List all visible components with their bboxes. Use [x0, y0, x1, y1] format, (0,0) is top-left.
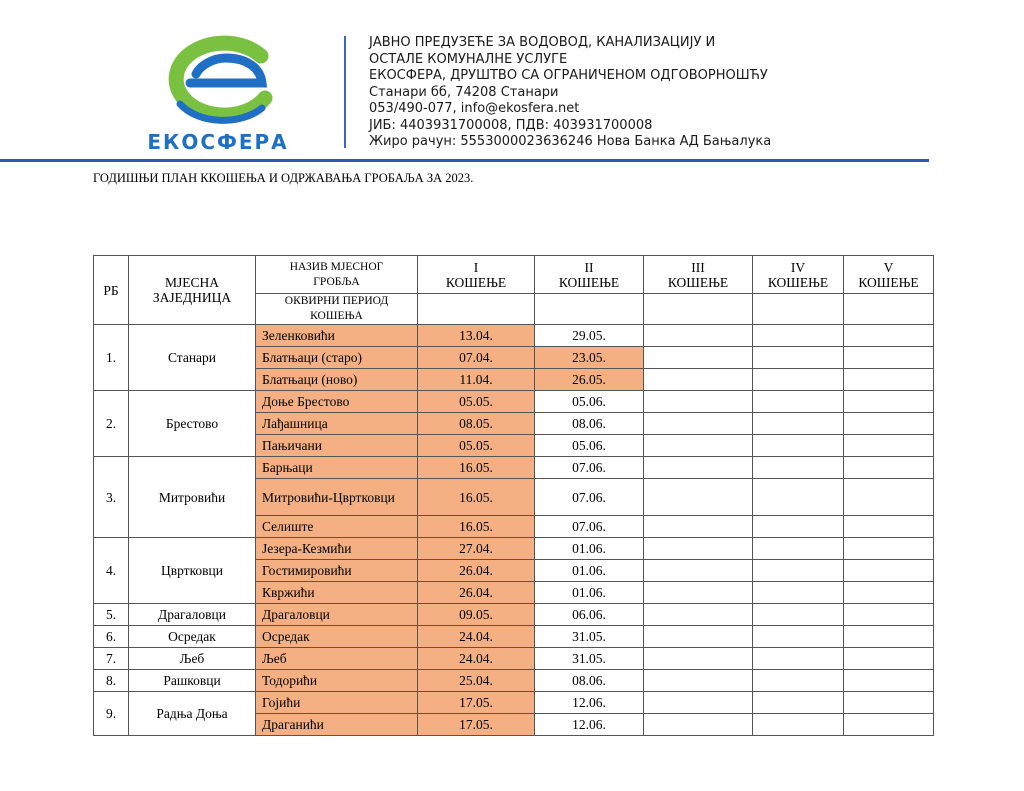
table-row	[94, 692, 934, 714]
header-period: ОКВИРНИ ПЕРИОД КОШЕЊА	[256, 294, 418, 325]
mowing-2-date: 08.06.	[535, 670, 644, 692]
empty-cell	[644, 347, 753, 369]
empty-cell	[844, 479, 934, 516]
empty-cell	[753, 479, 844, 516]
mowing-2-date: 31.05.	[535, 626, 644, 648]
empty-cell	[644, 457, 753, 479]
mowing-1-date: 17.05.	[418, 692, 535, 714]
empty-cell	[844, 626, 934, 648]
empty-cell	[844, 413, 934, 435]
mowing-1-date: 09.05.	[418, 604, 535, 626]
local-community: Осредак	[129, 626, 256, 648]
company-logo	[118, 34, 318, 159]
empty-cell	[753, 413, 844, 435]
empty-cell	[644, 560, 753, 582]
empty-cell	[753, 626, 844, 648]
company-contact: 053/490-077, info@ekosfera.net	[369, 101, 580, 116]
empty-cell	[644, 648, 753, 670]
empty-cell	[644, 413, 753, 435]
row-number: 9.	[94, 692, 129, 736]
mowing-2-date: 05.06.	[535, 391, 644, 413]
empty-cell	[844, 369, 934, 391]
empty-cell	[753, 347, 844, 369]
mowing-1-date: 16.05.	[418, 516, 535, 538]
empty-cell	[644, 670, 753, 692]
empty-cell	[844, 560, 934, 582]
company-ids: ЈИБ: 4403931700008, ПДВ: 403931700008	[369, 117, 653, 133]
header-mowing-4: IV КОШЕЊЕ	[753, 256, 844, 294]
company-bank: Жиро рачун: 5553000023636246 Нова Банка АД Бањалука	[369, 134, 772, 149]
table-row	[94, 670, 934, 692]
header-mowing-5: V КОШЕЊЕ	[844, 256, 934, 294]
row-number: 1.	[94, 325, 129, 391]
cemetery-name: Блатњаци (старо)	[256, 347, 418, 369]
cemetery-name: Пањичани	[256, 435, 418, 457]
empty-cell	[844, 435, 934, 457]
mowing-1-date: 24.04.	[418, 648, 535, 670]
mowing-2-date: 12.06.	[535, 692, 644, 714]
header-empty-cell	[753, 294, 844, 325]
empty-cell	[644, 391, 753, 413]
cemetery-name: Језера-Кезмићи	[256, 538, 418, 560]
mowing-1-date: 05.05.	[418, 435, 535, 457]
cemetery-name: Драганићи	[256, 714, 418, 736]
empty-cell	[844, 714, 934, 736]
header-vertical-divider	[344, 36, 346, 148]
cemetery-name: Љеб	[256, 648, 418, 670]
empty-cell	[753, 457, 844, 479]
row-number: 6.	[94, 626, 129, 648]
mowing-2-date: 07.06.	[535, 479, 644, 516]
empty-cell	[753, 582, 844, 604]
company-address: Станари бб, 74208 Станари	[369, 84, 559, 100]
company-name-line-1: ЈАВНО ПРЕДУЗЕЋЕ ЗА ВОДОВОД, КАНАЛИЗАЦИЈУ И	[369, 35, 716, 50]
mowing-1-date: 07.04.	[418, 347, 535, 369]
mowing-2-date: 23.05.	[535, 347, 644, 369]
mowing-1-date: 17.05.	[418, 714, 535, 736]
mowing-1-date: 26.04.	[418, 582, 535, 604]
company-info	[369, 35, 989, 151]
mowing-plan-table	[93, 255, 934, 736]
cemetery-name: Квржићи	[256, 582, 418, 604]
local-community: Радња Доња	[129, 692, 256, 736]
cemetery-name: Барњаци	[256, 457, 418, 479]
mowing-1-date: 11.04.	[418, 369, 535, 391]
mowing-2-date: 08.06.	[535, 413, 644, 435]
header-cemetery-name: НАЗИВ МЈЕСНОГ ГРОБЉА	[256, 256, 418, 294]
empty-cell	[644, 435, 753, 457]
mowing-2-date: 01.06.	[535, 560, 644, 582]
empty-cell	[753, 369, 844, 391]
cemetery-name: Зеленковићи	[256, 325, 418, 347]
mowing-1-date: 16.05.	[418, 457, 535, 479]
empty-cell	[753, 648, 844, 670]
company-name-line-3: ЕКОСФЕРА, ДРУШТВО СА ОГРАНИЧЕНОМ ОДГОВОРНОШЋУ	[369, 68, 768, 83]
row-number: 7.	[94, 648, 129, 670]
mowing-1-date: 13.04.	[418, 325, 535, 347]
empty-cell	[644, 538, 753, 560]
table-row	[94, 626, 934, 648]
cemetery-name: Доње Брестово	[256, 391, 418, 413]
empty-cell	[844, 516, 934, 538]
cemetery-name: Блатњаци (ново)	[256, 369, 418, 391]
cemetery-name: Осредак	[256, 626, 418, 648]
header-row-1	[94, 256, 934, 294]
mowing-1-date: 26.04.	[418, 560, 535, 582]
mowing-2-date: 29.05.	[535, 325, 644, 347]
empty-cell	[753, 516, 844, 538]
local-community: Љеб	[129, 648, 256, 670]
cemetery-name: Митровићи-Цвртковци	[256, 479, 418, 516]
empty-cell	[844, 582, 934, 604]
cemetery-name: Гостимировићи	[256, 560, 418, 582]
row-number: 8.	[94, 670, 129, 692]
header-divider	[0, 159, 929, 162]
plan-body	[94, 325, 934, 736]
header-rb: РБ	[94, 256, 129, 325]
header-empty-cell	[418, 294, 535, 325]
mowing-2-date: 01.06.	[535, 538, 644, 560]
table-row	[94, 604, 934, 626]
table-row	[94, 648, 934, 670]
mowing-1-date: 05.05.	[418, 391, 535, 413]
empty-cell	[753, 714, 844, 736]
empty-cell	[844, 604, 934, 626]
header-empty-cell	[644, 294, 753, 325]
local-community: Рашковци	[129, 670, 256, 692]
empty-cell	[753, 692, 844, 714]
table-row	[94, 538, 934, 560]
mowing-1-date: 24.04.	[418, 626, 535, 648]
local-community: Цвртковци	[129, 538, 256, 604]
row-number: 3.	[94, 457, 129, 538]
cemetery-name: Селиште	[256, 516, 418, 538]
empty-cell	[753, 391, 844, 413]
empty-cell	[753, 560, 844, 582]
local-community: Брестово	[129, 391, 256, 457]
empty-cell	[844, 538, 934, 560]
mowing-2-date: 26.05.	[535, 369, 644, 391]
empty-cell	[644, 582, 753, 604]
table-row	[94, 325, 934, 347]
header-mowing-3: III КОШЕЊЕ	[644, 256, 753, 294]
mowing-1-date: 27.04.	[418, 538, 535, 560]
empty-cell	[844, 347, 934, 369]
table-row	[94, 391, 934, 413]
empty-cell	[644, 626, 753, 648]
mowing-2-date: 07.06.	[535, 457, 644, 479]
header-mowing-2: II КОШЕЊЕ	[535, 256, 644, 294]
empty-cell	[644, 714, 753, 736]
cemetery-name: Тодорићи	[256, 670, 418, 692]
empty-cell	[753, 604, 844, 626]
header-mz: МЈЕСНА ЗАЈЕДНИЦА	[129, 256, 256, 325]
empty-cell	[644, 369, 753, 391]
row-number: 4.	[94, 538, 129, 604]
empty-cell	[844, 692, 934, 714]
mowing-1-date: 08.05.	[418, 413, 535, 435]
empty-cell	[844, 457, 934, 479]
empty-cell	[753, 435, 844, 457]
empty-cell	[844, 670, 934, 692]
empty-cell	[844, 648, 934, 670]
empty-cell	[644, 325, 753, 347]
mowing-2-date: 12.06.	[535, 714, 644, 736]
row-number: 2.	[94, 391, 129, 457]
empty-cell	[644, 479, 753, 516]
empty-cell	[844, 391, 934, 413]
row-number: 5.	[94, 604, 129, 626]
company-name-line-2: ОСТАЛЕ КОМУНАЛНЕ УСЛУГЕ	[369, 51, 568, 67]
cemetery-name: Лађашница	[256, 413, 418, 435]
header-empty-cell	[535, 294, 644, 325]
header-empty-cell	[844, 294, 934, 325]
empty-cell	[844, 325, 934, 347]
local-community: Станари	[129, 325, 256, 391]
local-community: Митровићи	[129, 457, 256, 538]
empty-cell	[753, 325, 844, 347]
empty-cell	[644, 604, 753, 626]
mowing-1-date: 16.05.	[418, 479, 535, 516]
header-mowing-1: I КОШЕЊЕ	[418, 256, 535, 294]
empty-cell	[644, 692, 753, 714]
ekosfera-logo-icon	[118, 34, 318, 129]
mowing-2-date: 01.06.	[535, 582, 644, 604]
cemetery-name: Драгаловци	[256, 604, 418, 626]
mowing-1-date: 25.04.	[418, 670, 535, 692]
mowing-2-date: 31.05.	[535, 648, 644, 670]
empty-cell	[753, 670, 844, 692]
mowing-2-date: 05.06.	[535, 435, 644, 457]
mowing-2-date: 07.06.	[535, 516, 644, 538]
logo-wordmark: ЕКОСФЕРА	[147, 130, 289, 154]
cemetery-name: Гојићи	[256, 692, 418, 714]
mowing-2-date: 06.06.	[535, 604, 644, 626]
empty-cell	[753, 538, 844, 560]
document-title: ГОДИШЊИ ПЛАН ККОШЕЊА И ОДРЖАВАЊА ГРОБАЉА ЗА 2023.	[93, 171, 474, 185]
local-community: Драгаловци	[129, 604, 256, 626]
table-row	[94, 457, 934, 479]
empty-cell	[644, 516, 753, 538]
